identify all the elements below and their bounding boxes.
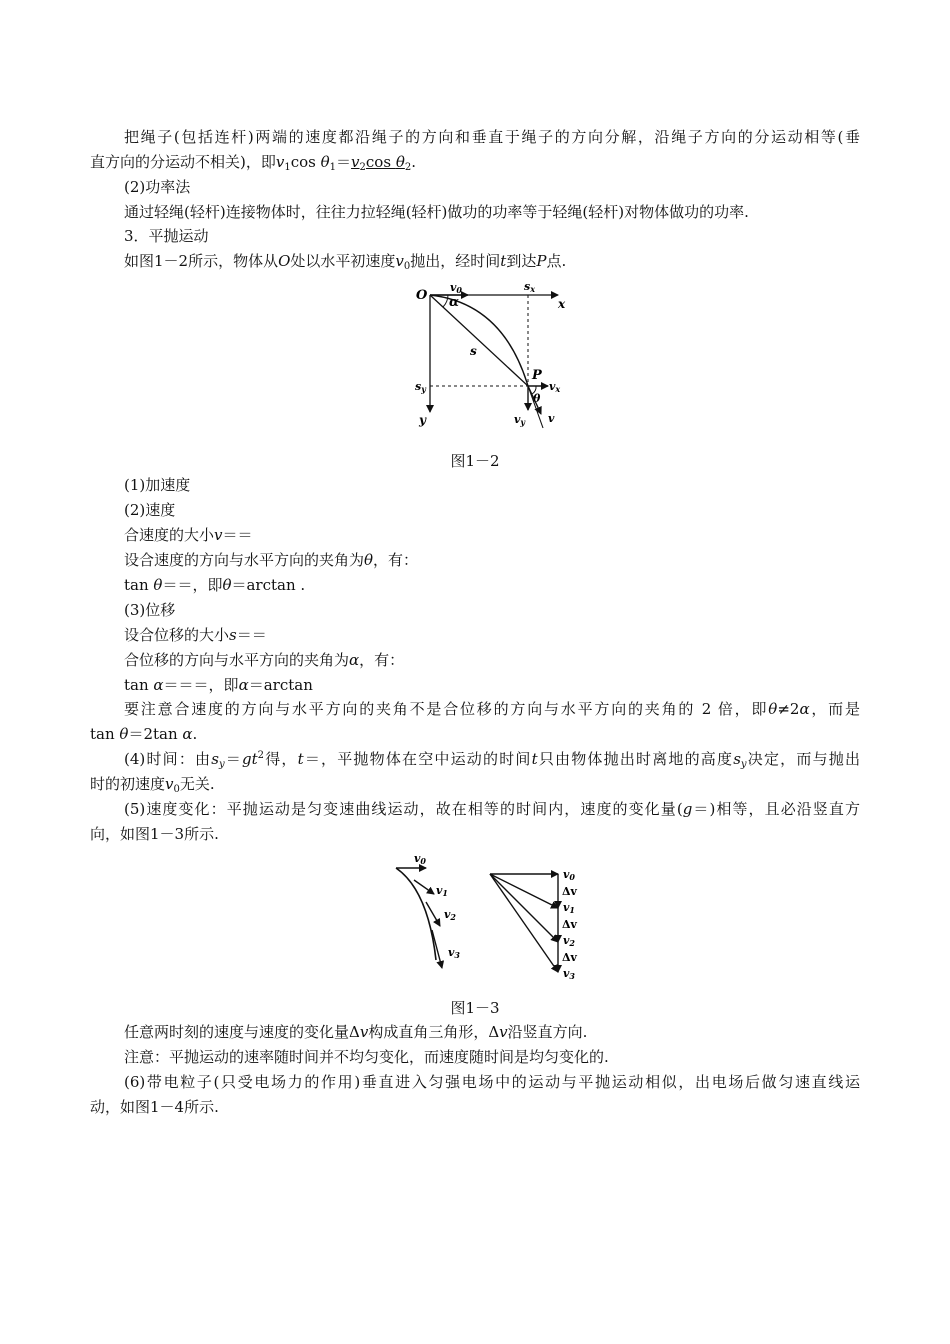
- left-label-v1: v1: [436, 884, 448, 898]
- label-sx: sx: [524, 280, 535, 294]
- left-label-v3: v3: [448, 946, 460, 960]
- label-s: s: [470, 344, 477, 358]
- label-sy: sy: [415, 380, 426, 394]
- left-label-v0: v0: [414, 852, 426, 866]
- label-v0: v0: [450, 281, 462, 295]
- paragraph-power-method: 通过轻绳(轻杆)连接物体时，往往力拉轻绳(轻杆)做功的功率等于轻绳(轻杆)对物体做功的功率.: [124, 203, 749, 221]
- label-alpha: α: [449, 295, 460, 310]
- paragraph-projectile-intro: 如图1－2所示，物体从O处以水平初速度$v_0$抛出，经时间t到达P点.: [124, 252, 567, 272]
- paragraph-time-line2: 时的初速度$v_0$无关.: [90, 775, 215, 795]
- paragraph-velocity-angle: 设合速度的方向与水平方向的夹角为θ，有：: [124, 551, 419, 569]
- figure-1-3-velocity-change-diagram: [388, 850, 588, 980]
- right-label-dv-1: Δv: [562, 885, 577, 898]
- right-v1-arrow: [490, 874, 558, 908]
- paragraph-rope-line2: 直方向的分运动不相关)，即$v_1\cos$ $\theta_1=v_2\cos$ $\theta_2$.: [90, 153, 416, 173]
- formula-tan-theta: tan θ＝＝，即θ＝arctan .: [124, 576, 306, 594]
- label-vx: vx: [549, 380, 561, 394]
- label-O: O: [416, 288, 428, 303]
- label-P: P: [532, 368, 542, 383]
- label-theta: θ: [533, 392, 541, 405]
- right-label-v3: v3: [563, 967, 575, 980]
- paragraph-rope-line1: 把绳子(包括连杆)两端的速度都沿绳子的方向和垂直于绳子的方向分解，沿绳子方向的分运动相等(垂: [124, 128, 860, 146]
- paragraph-angle-note-line2: tan θ＝2tan α.: [90, 725, 198, 743]
- paragraph-right-triangle: 任意两时刻的速度与速度的变化量Δv构成直角三角形，Δv沿竖直方向.: [124, 1023, 588, 1041]
- paragraph-velocity-magnitude: 合速度的大小v＝＝: [124, 526, 253, 544]
- right-v2-arrow: [490, 874, 558, 942]
- left-label-v2: v2: [444, 908, 456, 922]
- formula-tan-alpha: tan α＝＝＝，即α＝arctan: [124, 676, 313, 694]
- paragraph-time-line1: (4)时间：由$s_y=gt^2$得，t＝，平抛物体在空中运动的时间t只由物体抛出时离地的高度$s_y$决定，而与抛出: [124, 750, 860, 770]
- heading-displacement: (3)位移: [124, 601, 176, 619]
- label-v: v: [548, 412, 555, 425]
- paragraph-attention: 注意：平抛运动的速率随时间并不均匀变化，而速度随时间是均匀变化的.: [124, 1048, 609, 1066]
- right-label-v2: v2: [563, 934, 575, 948]
- paragraph-charged-particle-line1: (6)带电粒子(只受电场力的作用)垂直进入匀强电场中的运动与平抛运动相似，出电场后做匀速直线运: [124, 1073, 860, 1091]
- right-label-v1: v1: [563, 901, 575, 915]
- left-v2-arrow: [426, 902, 440, 926]
- label-y: y: [419, 413, 426, 427]
- left-v3-arrow: [432, 930, 442, 968]
- paragraph-angle-note-line1: 要注意合速度的方向与水平方向的夹角不是合位移的方向与水平方向的夹角的 2 倍，即θ≠2α，而是: [124, 700, 860, 718]
- heading-acceleration: (1)加速度: [124, 476, 191, 494]
- heading-power-method: (2)功率法: [124, 178, 191, 196]
- right-v3-arrow: [490, 874, 558, 972]
- right-label-dv-2: Δv: [562, 918, 577, 931]
- label-x: x: [558, 297, 566, 311]
- label-vy: vy: [514, 413, 526, 427]
- caption-figure-1-2: 图1－2: [450, 452, 500, 470]
- heading-velocity: (2)速度: [124, 501, 176, 519]
- caption-figure-1-3: 图1－3: [450, 999, 500, 1017]
- heading-projectile-motion: 3．平抛运动: [124, 227, 209, 245]
- right-label-dv-3: Δv: [562, 951, 577, 964]
- paragraph-displacement-angle: 合位移的方向与水平方向的夹角为α，有：: [124, 651, 405, 669]
- paragraph-velocity-change-line1: (5)速度变化：平抛运动是匀变速曲线运动，故在相等的时间内，速度的变化量(g＝)相等，且必沿竖直方: [124, 800, 861, 818]
- paragraph-displacement-magnitude: 设合位移的大小s＝＝: [124, 626, 267, 644]
- right-label-v0: v0: [563, 868, 575, 882]
- paragraph-charged-particle-line2: 动，如图1－4所示.: [90, 1098, 219, 1116]
- paragraph-velocity-change-line2: 向，如图1－3所示.: [90, 825, 219, 843]
- displacement-line: [430, 295, 528, 386]
- figure-1-2-projectile-diagram: [408, 278, 578, 434]
